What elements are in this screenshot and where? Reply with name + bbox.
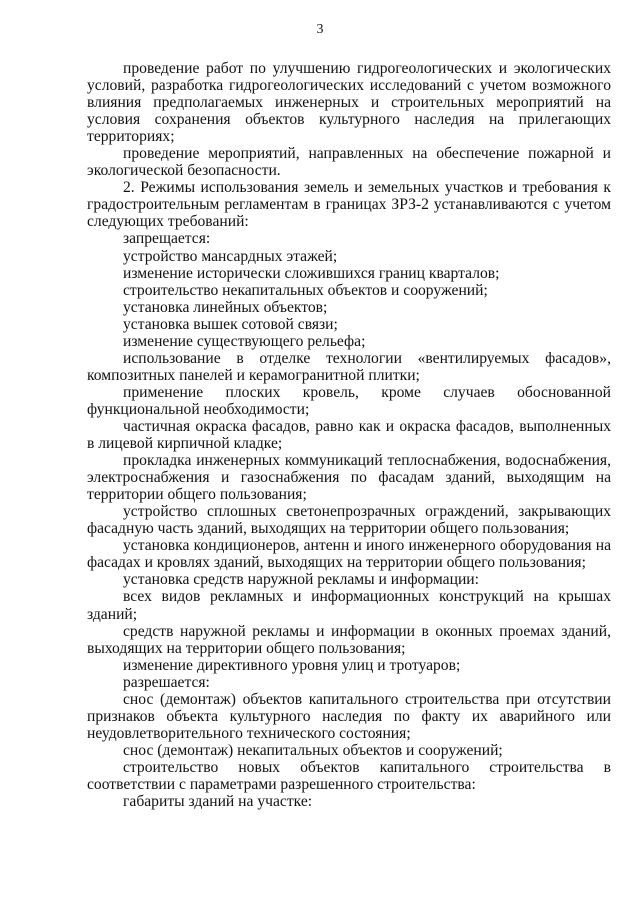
- paragraph-air-conditioners: установка кондиционеров, антенн и иного инженерного оборудования на фасадах и кровлях зданий, выходящих на территории общего пользования;: [87, 537, 611, 572]
- paragraph-solid-fences: устройство сплошных светонепрозрачных ограждений, закрывающих фасадную часть зданий, выходящих на территории общего пользования;: [87, 503, 611, 538]
- paragraph-demolition-capital: снос (демонтаж) объектов капитального строительства при отсутствии признаков объекта культурного наследия по факту их аварийного или неудовлетворительного технического состояния;: [87, 690, 611, 742]
- page-number: 3: [316, 22, 324, 37]
- paragraph-fire-safety: проведение мероприятий, направленных на обеспечение пожарной и экологической безопасности.: [87, 145, 611, 180]
- paragraph-hydrogeology-works: проведение работ по улучшению гидрогеологических и экологических условий, разработка гидрогеологических исследований с учетом возможного влияния предполагаемых инженерных и строительных мероприятий на условия сохранения объектов культурного наследия на прилегающих территориях;: [87, 60, 611, 146]
- paragraph-cell-towers: установка вышек сотовой связи;: [123, 315, 338, 333]
- paragraph-facade-painting: частичная окраска фасадов, равно как и окраска фасадов, выполненных в лицевой кирпичной кладке;: [87, 417, 611, 453]
- paragraph-building-dimensions: габариты зданий на участке:: [123, 793, 313, 811]
- paragraph-quarter-boundaries: изменение исторически сложившихся границ кварталов;: [123, 264, 500, 282]
- paragraph-window-advertising: средств наружной рекламы и информации в оконных проемах зданий, выходящих на территории общего пользования;: [87, 622, 611, 657]
- paragraph-linear-objects: установка линейных объектов;: [123, 298, 328, 316]
- paragraph-zrz2-regimes: 2. Режимы использования земель и земельных участков и требования к градостроительным регламентам в границах ЗРЗ-2 устанавливаются с учетом следующих требований:: [87, 179, 611, 231]
- paragraph-utility-lines: прокладка инженерных коммуникаций теплоснабжения, водоснабжения, электроснабжения и газоснабжения по фасадам зданий, выходящим на территории общего пользования;: [87, 452, 611, 504]
- paragraph-flat-roofs: применение плоских кровель, кроме случаев обоснованной функциональной необходимости;: [87, 383, 611, 418]
- paragraph-demolition-temporary: снос (демонтаж) некапитальных объектов и сооружений;: [123, 741, 503, 759]
- paragraph-roof-advertising: всех видов рекламных и информационных конструкций на крышах зданий;: [87, 588, 611, 623]
- paragraph-prohibited-heading: запрещается:: [123, 230, 211, 248]
- document-body: [87, 60, 611, 810]
- paragraph-permitted-heading: разрешается:: [123, 673, 210, 691]
- paragraph-outdoor-advertising: установка средств наружной рекламы и информации:: [123, 571, 479, 589]
- paragraph-mansard-floors: устройство мансардных этажей;: [123, 247, 338, 265]
- paragraph-street-level: изменение директивного уровня улиц и тротуаров;: [123, 656, 461, 674]
- paragraph-new-construction: строительство новых объектов капитального строительства в соответствии с параметрами разрешенного строительства:: [87, 758, 611, 793]
- paragraph-relief-change: изменение существующего рельефа;: [123, 332, 366, 350]
- paragraph-temporary-structures: строительство некапитальных объектов и сооружений;: [123, 281, 488, 299]
- paragraph-ventilated-facades: использование в отделке технологии «вентилируемых фасадов», композитных панелей и керамогранитной плитки;: [87, 349, 611, 384]
